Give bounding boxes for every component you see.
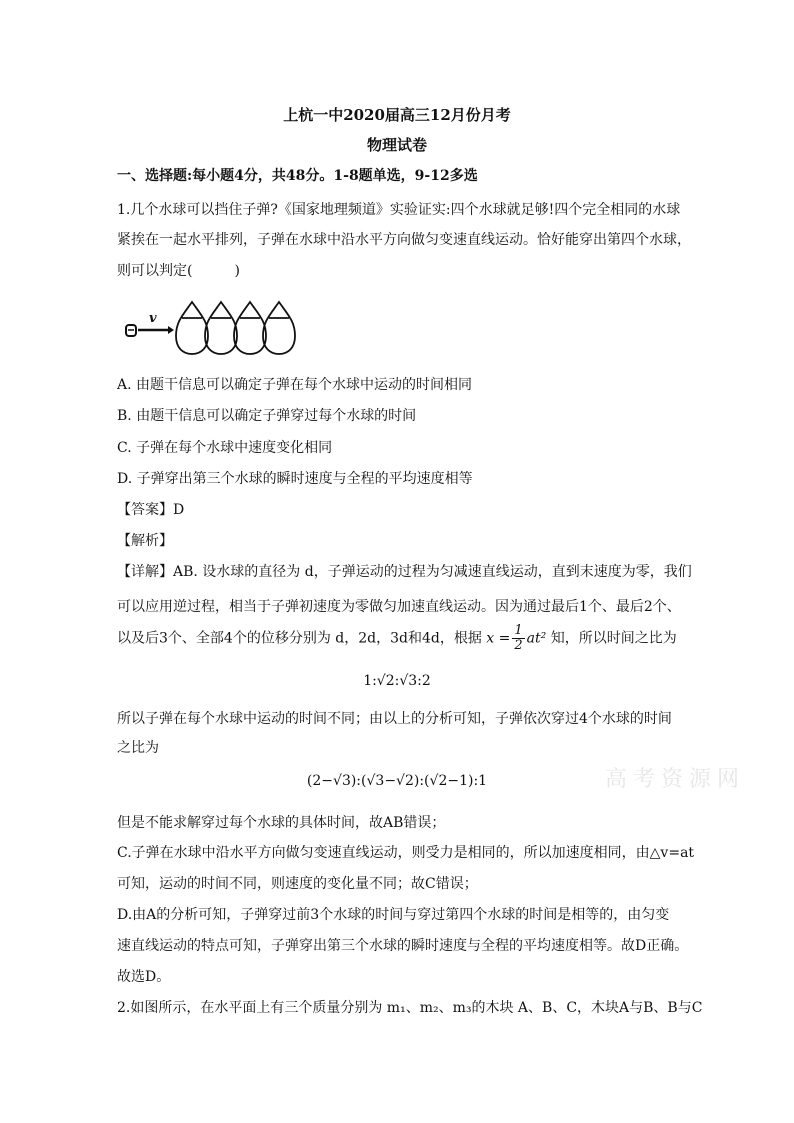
formula-numerator: 1: [514, 623, 523, 638]
q2-text-line-1: 2.如图所示，在水平面上有三个质量分别为 m₁、m₂、m₃的木块 A、B、C，木块A与B、B与C: [117, 1000, 703, 1016]
q1-detail-line-6: 但是不能求解穿过每个水球的具体时间，故AB错误；: [117, 815, 446, 831]
water-balls-figure: [122, 298, 302, 358]
q1-analysis-heading: 【解析】: [117, 533, 173, 549]
water-ball-2: [205, 302, 237, 354]
q1-detail-line-2: 可以应用逆过程，相当于子弹初速度为零做匀加速直线运动。因为通过最后1个、最后2个、: [117, 599, 681, 615]
exam-subtitle: 物理试卷: [366, 136, 427, 154]
water-ball-4: [263, 302, 295, 354]
q1-option-d: D. 子弹穿出第三个水球的瞬时速度与全程的平均速度相等: [117, 471, 473, 487]
formula-rhs: at²: [526, 630, 547, 647]
q1-detail-line-9: D.由A的分析可知，子弹穿过前3个水球的时间与穿过第四个水球的时间是相等的，由匀变: [117, 907, 670, 923]
section-heading: 一、选择题:每小题4分，共48分。1-8题单选，9-12多选: [117, 168, 478, 184]
q1-detail-line-11: 故选D。: [117, 969, 171, 985]
q1-detail-line-5: 之比为: [117, 740, 159, 756]
q1-detail-line-1: 【详解】AB. 设水球的直径为 d，子弹运动的过程为匀减速直线运动，直到末速度为零，我们: [117, 564, 692, 580]
formula-lhs: x =: [486, 630, 511, 647]
formula-fraction: [512, 624, 524, 653]
q1-text-line-2: 紧挨在一起水平排列，子弹在水球中沿水平方向做匀变速直线运动。恰好能穿出第四个水球，: [117, 232, 691, 248]
q1-option-a: A. 由题干信息可以确定子弹在每个水球中运动的时间相同: [117, 377, 473, 393]
exam-title: 上杭一中2020届高三12月份月考: [283, 106, 511, 124]
time-ratio-2: (2−√3):(√3−√2):(√2−1):1: [306, 773, 488, 789]
q1-text-line-1: 1.几个水球可以挡住子弹?《国家地理频道》实验证实:四个水球就足够!四个完全相同的水球: [117, 202, 681, 218]
q1-detail-line-8: 可知，运动的时间不同，则速度的变化量不同；故C错误；: [117, 876, 478, 892]
q1-detail-line-3a: 以及后3个、全部4个的位移分别为 d，2d，3d和4d，根据: [117, 630, 482, 647]
q1-detail-line-4: 所以子弹在每个水球中运动的时间不同；由以上的分析可知，子弹依次穿过4个水球的时间: [117, 711, 672, 727]
q1-option-c: C. 子弹在每个水球中速度变化相同: [117, 440, 333, 456]
q1-detail-line-10: 速直线运动的特点可知，子弹穿出第三个水球的瞬时速度与全程的平均速度相等。故D正确。: [117, 938, 689, 954]
q1-answer: 【答案】D: [117, 502, 185, 518]
q1-detail-line-3b: 知，所以时间之比为: [550, 630, 677, 647]
q1-detail-line-3: [117, 624, 677, 653]
q1-detail-line-7: C.子弹在水球中沿水平方向做匀变速直线运动，则受力是相同的，所以加速度相同，由△v=at: [117, 845, 695, 861]
watermark: 高考资源网: [605, 767, 746, 792]
water-ball-1: [176, 302, 208, 354]
q1-text-line-3: 则可以判定( ): [117, 263, 240, 279]
time-ratio-1: 1:√2:√3:2: [363, 673, 431, 689]
formula-denominator: 2: [514, 638, 523, 653]
velocity-label: v: [149, 311, 157, 326]
water-ball-3: [234, 302, 266, 354]
q1-option-b: B. 由题干信息可以确定子弹穿过每个水球的时间: [117, 408, 417, 424]
